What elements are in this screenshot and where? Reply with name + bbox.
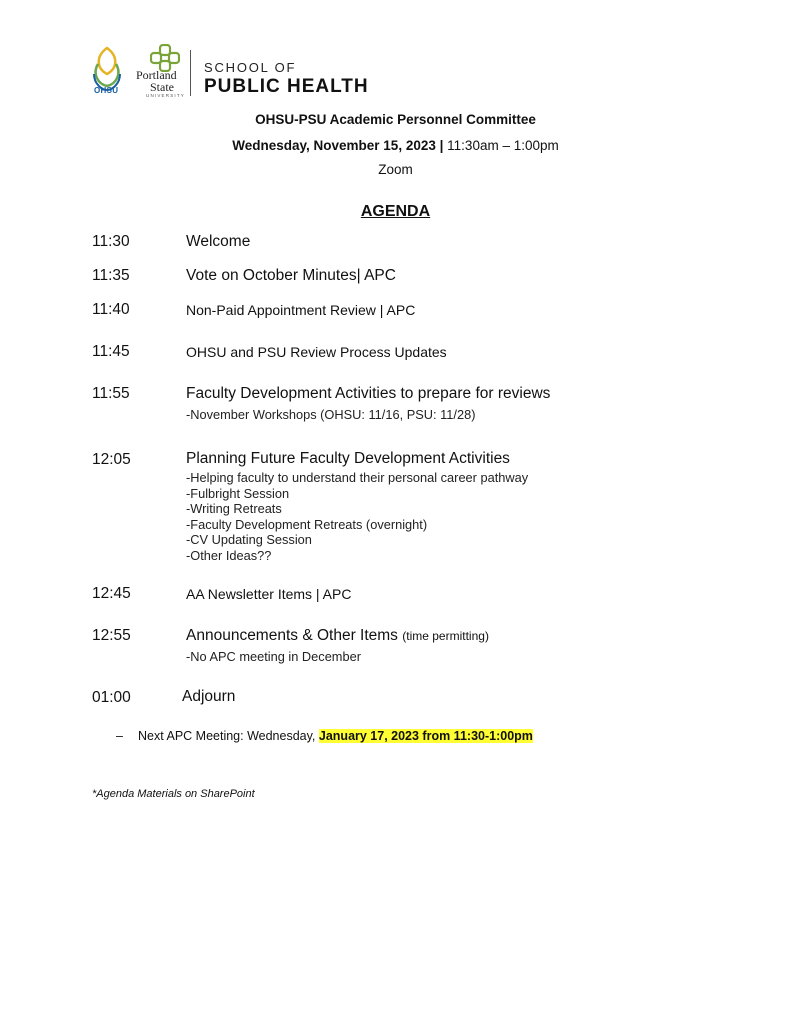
meeting-date-line xyxy=(0,138,791,153)
meeting-location: Zoom xyxy=(378,162,413,177)
agenda-time: 11:30 xyxy=(92,233,130,250)
agenda-subitem: -Faculty Development Retreats (overnight) xyxy=(186,516,428,532)
agenda-item: Vote on October Minutes| APC xyxy=(186,267,396,284)
agenda-subitem: -November Workshops (OHSU: 11/16, PSU: 11/28) xyxy=(186,407,476,422)
agenda-subitem: -Helping faculty to understand their personal career pathway xyxy=(186,470,529,485)
psu-name-line3: UNIVERSITY xyxy=(146,93,186,98)
meeting-title: OHSU-PSU Academic Personnel Committee xyxy=(255,112,536,127)
footer-note: *Agenda Materials on SharePoint xyxy=(92,788,255,800)
school-name-line2: PUBLIC HEALTH xyxy=(204,76,369,97)
bullet-dash: – xyxy=(116,729,123,743)
agenda-time: 11:45 xyxy=(92,343,130,360)
agenda-time: 11:55 xyxy=(92,385,130,402)
meeting-date: Wednesday, November 15, 2023 xyxy=(232,138,436,153)
school-name-line1: SCHOOL OF xyxy=(204,60,297,75)
next-meeting-date-highlight: January 17, 2023 from 11:30-1:00pm xyxy=(318,729,533,743)
agenda-subitem: -Writing Retreats xyxy=(186,501,282,516)
ohsu-label: OHSU xyxy=(94,86,119,95)
agenda-time: 11:35 xyxy=(92,267,130,284)
agenda-item: Planning Future Faculty Development Activities xyxy=(186,450,510,467)
agenda-subitem: -Fulbright Session xyxy=(186,485,290,501)
meeting-time: 11:30am – 1:00pm xyxy=(447,138,559,153)
agenda-time: 01:00 xyxy=(92,689,131,706)
agenda-time: 12:45 xyxy=(92,585,131,602)
date-separator: | xyxy=(439,138,444,153)
agenda-item-label: Announcements & Other Items xyxy=(186,627,398,644)
agenda-heading: AGENDA xyxy=(360,203,431,220)
agenda-item: Faculty Development Activities to prepare for reviews xyxy=(186,385,551,402)
agenda-item: Welcome xyxy=(186,233,251,250)
agenda-item: OHSU and PSU Review Process Updates xyxy=(186,344,447,360)
agenda-item: AA Newsletter Items | APC xyxy=(186,586,352,602)
agenda-time: 11:40 xyxy=(92,301,130,318)
agenda-subitem: -No APC meeting in December xyxy=(186,649,361,664)
agenda-subitem: -Other Ideas?? xyxy=(186,547,272,563)
agenda-subitem: -CV Updating Session xyxy=(186,532,312,547)
agenda-item: Adjourn xyxy=(182,688,236,705)
header-divider xyxy=(190,50,191,96)
psu-name-line2: State xyxy=(150,80,174,94)
agenda-item-note: (time permitting) xyxy=(402,629,489,643)
next-meeting-prefix: Next APC Meeting: Wednesday, xyxy=(138,729,319,743)
agenda-item xyxy=(186,627,489,645)
psu-name-line1: Portland xyxy=(136,68,177,82)
agenda-item: Non-Paid Appointment Review | APC xyxy=(186,302,416,318)
next-meeting xyxy=(138,729,533,743)
agenda-time: 12:05 xyxy=(92,451,131,468)
agenda-time: 12:55 xyxy=(92,627,131,644)
